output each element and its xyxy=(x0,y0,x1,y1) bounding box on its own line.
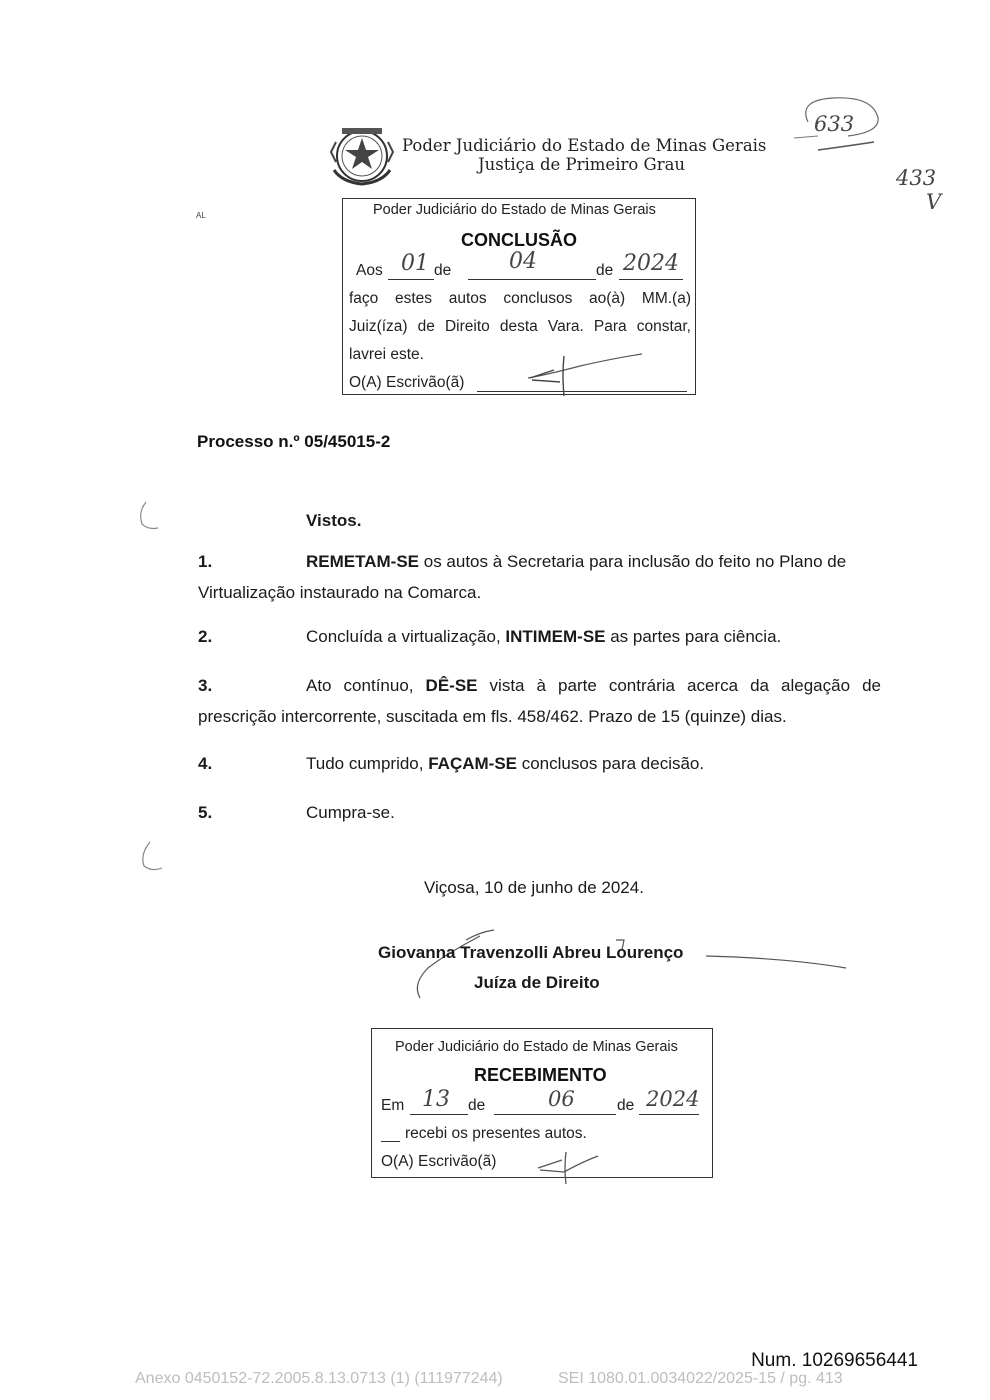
item-3-pre: Ato contínuo, xyxy=(306,676,426,695)
header-instance: Justiça de Primeiro Grau xyxy=(478,155,686,174)
margin-mark-2 xyxy=(136,838,166,874)
item-2-post: as partes para ciência. xyxy=(605,627,782,646)
conclusao-text-line2: Juiz(íza) de Direito desta Vara. Para constar, xyxy=(349,318,691,335)
item-3-post: vista à parte contrária acerca da alegação de xyxy=(477,676,881,695)
recebimento-de-1: de xyxy=(468,1097,486,1114)
conclusao-aos-label: Aos xyxy=(356,262,383,279)
vistos-heading: Vistos. xyxy=(306,511,362,530)
conclusao-day: 01 xyxy=(401,251,429,276)
item-4-pre: Tudo cumprido, xyxy=(306,754,429,773)
clerk-signature-2 xyxy=(532,1148,606,1186)
item-2-line1 xyxy=(306,627,781,647)
item-5-text: Cumpra-se. xyxy=(306,803,395,822)
item-2-pre: Concluída a virtualização, xyxy=(306,627,506,646)
item-5-number: 5. xyxy=(198,803,213,822)
handwritten-verso-mark: V xyxy=(926,190,942,214)
item-2-number: 2. xyxy=(198,627,213,646)
recebimento-de-2: de xyxy=(617,1097,635,1114)
item-4-action: FAÇAM-SE xyxy=(428,754,517,773)
conclusao-text-line1: faço estes autos conclusos ao(à) MM.(a) xyxy=(349,290,691,307)
item-4-number: 4. xyxy=(198,754,213,773)
item-3-action: DÊ-SE xyxy=(425,676,478,695)
recebimento-clerk-label: O(A) Escrivão(ã) xyxy=(381,1153,497,1170)
recebimento-title: RECEBIMENTO xyxy=(474,1065,607,1085)
conclusao-de-1: de xyxy=(434,262,452,279)
conclusao-text-line3: lavrei este. xyxy=(349,346,424,363)
item-3-line2: prescrição intercorrente, suscitada em fls. 458/462. Prazo de 15 (quinze) dias. xyxy=(198,707,787,726)
item-4-post: conclusos para decisão. xyxy=(517,754,705,773)
document-number: Num. 10269656441 xyxy=(751,1350,918,1371)
conclusao-org: Poder Judiciário do Estado de Minas Gerais xyxy=(373,202,656,218)
item-1-line2: Virtualização instaurado na Comarca. xyxy=(198,583,482,602)
clerk-signature-1 xyxy=(520,352,650,398)
conclusao-title: CONCLUSÃO xyxy=(461,230,577,250)
conclusao-de-2: de xyxy=(596,262,614,279)
handwritten-sheet-number: 633 xyxy=(814,112,855,136)
place-and-date: Viçosa, 10 de junho de 2024. xyxy=(424,878,644,897)
recebimento-month: 06 xyxy=(548,1087,575,1111)
process-number: Processo n.º 05/45015-2 xyxy=(197,432,391,451)
item-1-line1 xyxy=(306,552,881,572)
recebimento-em-label: Em xyxy=(381,1097,405,1114)
recebimento-org: Poder Judiciário do Estado de Minas Gerais xyxy=(395,1039,678,1055)
recebimento-day: 13 xyxy=(422,1087,450,1112)
judge-title: Juíza de Direito xyxy=(474,973,600,992)
conclusao-year: 2024 xyxy=(623,251,679,276)
item-3-line1 xyxy=(306,676,881,696)
conclusao-clerk-label: O(A) Escrivão(ã) xyxy=(349,374,465,391)
judge-name: Giovanna Travenzolli Abreu Lourenço xyxy=(378,943,684,962)
item-2-action: INTIMEM-SE xyxy=(505,627,606,646)
header-court-name: Poder Judiciário do Estado de Minas Gerais xyxy=(402,136,767,155)
handwritten-page-number: 433 xyxy=(896,166,937,190)
item-3-number: 3. xyxy=(198,676,213,695)
recebimento-text: recebi os presentes autos. xyxy=(405,1125,587,1142)
item-4-line1 xyxy=(306,754,704,774)
initials-mark: AL xyxy=(196,211,206,220)
conclusao-month: 04 xyxy=(509,249,537,274)
recebimento-year: 2024 xyxy=(646,1087,700,1111)
item-1-action: REMETAM-SE xyxy=(306,552,420,571)
footer-annex-reference: Anexo 0450152-72.2005.8.13.0713 (1) (111977244) xyxy=(135,1370,503,1387)
item-1-text: os autos à Secretaria para inclusão do feito no Plano de xyxy=(419,552,847,571)
margin-mark-1 xyxy=(132,498,162,532)
item-1-number: 1. xyxy=(198,552,213,571)
coat-of-arms-logo xyxy=(328,122,396,186)
footer-sei-reference: SEI 1080.01.0034022/2025-15 / pg. 413 xyxy=(558,1370,843,1387)
